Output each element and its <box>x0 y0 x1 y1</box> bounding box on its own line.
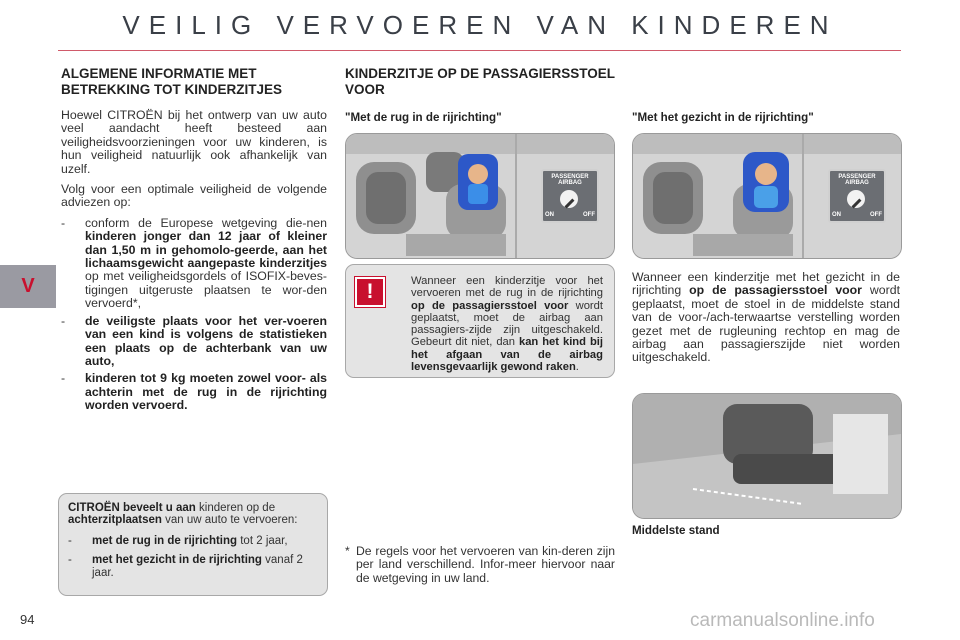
airbag-warning-text: Wanneer een kinderzitje voor het vervoeren met de rug in de rijrichting op de passagiersstoel voor wordt geplaatst, moet de airbag aan passagiers-zijde zijn uitgeschakeld. Gebeurt dit niet, dan kan het kind bij het afgaan van de airbag levensgevaarlijk gewond raken. <box>411 275 604 374</box>
front-facing-seat-image <box>632 133 902 259</box>
advice-item: - kinderen tot 9 kg moeten zowel voor- als achterin met de rug in de rijrichting worden vervoerd. <box>61 371 327 413</box>
general-info-heading: ALGEMENE INFORMATIE MET BETREKKING TOT KINDERZITJES <box>61 66 283 97</box>
seat-rail-illustration <box>633 394 901 518</box>
advice-item: - de veiligste plaats voor het ver-voeren van een kind is volgens de statistieken een plaats op de achterbank van uw auto, <box>61 313 327 368</box>
airbag-knob-icon <box>560 190 578 208</box>
front-seat-section <box>345 66 615 98</box>
page-number: 94 <box>20 612 35 627</box>
passenger-airbag-switch: PASSENGER AIRBAG ON OFF <box>828 169 886 223</box>
watermark: carmanualsonline.info <box>690 610 875 631</box>
title-divider <box>58 50 901 51</box>
rear-facing-seat-image <box>345 133 615 259</box>
footnote: * De regels voor het vervoeren van kin-deren zijn per land verschillend. Infor-meer hiervoor naar de wetgeving in uw land. <box>345 544 615 585</box>
recommendation-item: - met de rug in de rijrichting tot 2 jaar, <box>68 534 288 547</box>
seat-middle-position-image <box>632 393 902 519</box>
general-info-body <box>61 109 327 413</box>
recommendation-text: CITROËN beveelt u aan kinderen op de achterzitplaatsen van uw auto te vervoeren: - met de rug in de rijrichting tot 2 jaar, - met het gezicht in de rijrichting vanaf 2 jaar. <box>68 502 318 583</box>
warning-icon: ! <box>355 277 385 307</box>
general-info-column <box>61 66 327 417</box>
passenger-airbag-switch: PASSENGER AIRBAG ON OFF <box>541 169 599 223</box>
rear-facing-label: "Met de rug in de rijrichting" <box>345 111 502 124</box>
airbag-knob-icon <box>847 190 865 208</box>
advice-item: - conform de Europese wetgeving die-nen kinderen jonger dan 12 jaar of kleiner dan 1,50 m in gehomolo-geerde, aan het lichaamsgewicht aangepaste kinderzitjes op met veiligheidsgordels of ISOFIX-beves-tigingen uitgeruste plaatsen te wor-den vervoerd*, <box>61 215 327 311</box>
recommendation-item: - met het gezicht in de rijrichting vanaf 2 jaar. <box>68 554 303 579</box>
front-seat-heading: KINDERZITJE OP DE PASSAGIERSSTOEL VOOR <box>345 66 615 97</box>
front-facing-text: Wanneer een kinderzitje met het gezicht in de rijrichting op de passagiersstoel voor wordt geplaatst, moet de stoel in de middelste stand van de voor-/ach-terwaartse verstelling worden gezet met de rugleuning rechtop en mag de airbag aan passagierszijde niet worden uitgeschakeld. <box>632 270 900 365</box>
front-facing-label: "Met het gezicht in de rijrichting" <box>632 111 814 124</box>
page-title: VEILIG VERVOEREN VAN KINDEREN <box>122 10 838 40</box>
seat-position-caption: Middelste stand <box>632 524 720 537</box>
section-tab: V <box>0 265 56 308</box>
general-info-advice: Volg voor een optimale veiligheid de volgende adviezen op: <box>61 182 327 210</box>
general-info-intro: Hoewel CITROËN bij het ontwerp van uw auto veel aandacht heeft besteed aan veiligheidsvoorzieningen voor uw kinderen, is hun veiligheid natuurlijk ook afhankelijk van uzelf. <box>61 108 327 176</box>
